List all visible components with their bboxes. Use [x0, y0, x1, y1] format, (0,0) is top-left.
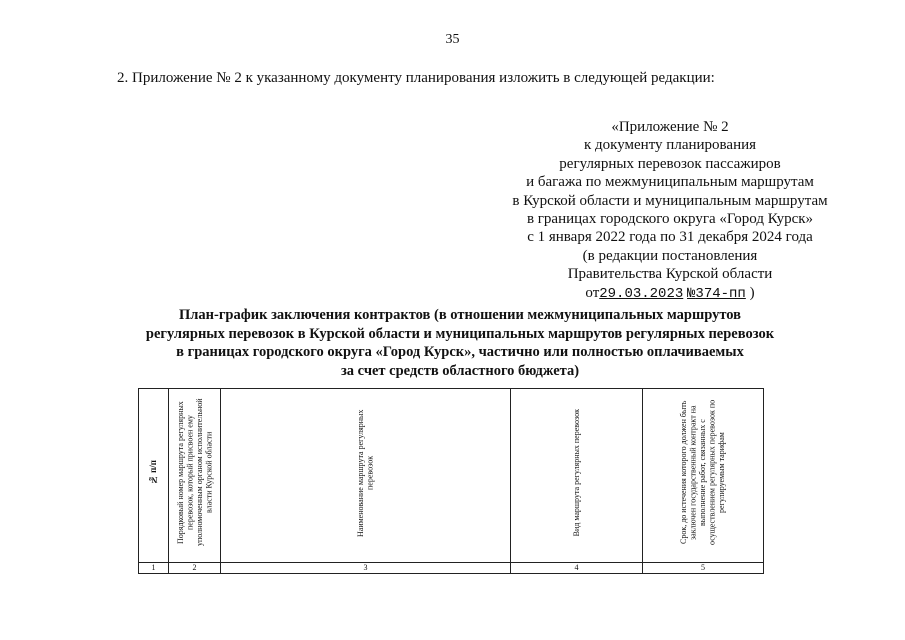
resolution-date: 29.03.2023: [599, 285, 684, 302]
header-cell: [169, 389, 221, 563]
header-label: № п/п: [147, 460, 158, 486]
schedule-table: [138, 388, 763, 574]
title-line: за счет средств областного бюджета): [340, 362, 580, 379]
title-line: в границах городского округа «Город Курск», частично или полностью оплачиваемых: [176, 344, 744, 360]
appendix-line: (в редакции постановления: [582, 247, 758, 264]
appendix-line: с 1 января 2022 года по 31 декабря 2024 года: [527, 229, 813, 246]
table-header-row: [139, 389, 764, 563]
header-label: Срок, до истечения которого должен быть заключен государственный контракт на выполнение работ, связанных с осуществлением регулярных перевозок по регулируемым тарифам: [679, 400, 727, 546]
appendix-line: регулярных перевозок пассажиров: [559, 155, 781, 172]
header-cell: [511, 389, 643, 563]
appendix-header: [470, 118, 870, 303]
number-cell: 4: [511, 562, 643, 573]
appendix-line: Правительства Курской области: [567, 266, 773, 283]
from-prefix: от: [585, 284, 600, 301]
header-label: Наименование маршрута регулярных перевозок: [356, 409, 375, 537]
table-number-row: [139, 562, 764, 573]
title-line: регулярных перевозок в Курской области и муниципальных маршрутов регулярных перевозок: [145, 325, 775, 342]
close-paren: ): [749, 284, 755, 301]
appendix-line: «Приложение № 2: [611, 119, 729, 135]
resolution-number: 374-пп: [695, 285, 746, 302]
appendix-line: в границах городского округа «Город Курск»: [526, 211, 814, 228]
header-label: Порядковый номер маршрута регулярных перевозок, который присвоен ему уполномоченным органом исполнительной власти Курской области: [175, 399, 213, 547]
paragraph-text: 2. Приложение № 2 к указанному документу планирования изложить в следующей редакции:: [117, 70, 715, 86]
appendix-line: и багажа по межмуниципальным маршрутам: [526, 174, 814, 191]
number-sign: №: [687, 285, 696, 302]
header-label: Вид маршрута регулярных перевозок: [571, 409, 581, 537]
number-cell: 2: [169, 562, 221, 573]
number-cell: 1: [139, 562, 169, 573]
appendix-line: к документу планирования: [583, 137, 757, 154]
appendix-date-line: [470, 284, 870, 303]
header-cell: [643, 389, 764, 563]
header-cell: [139, 389, 169, 563]
title-line: План-график заключения контрактов (в отношении межмуниципальных маршрутов: [178, 307, 741, 323]
document-title: [100, 306, 820, 380]
number-cell: 5: [643, 562, 764, 573]
appendix-line: в Курской области и муниципальным маршрутам: [512, 192, 828, 209]
page-number: 35: [445, 32, 460, 47]
header-cell: [221, 389, 511, 563]
number-cell: 3: [221, 562, 511, 573]
